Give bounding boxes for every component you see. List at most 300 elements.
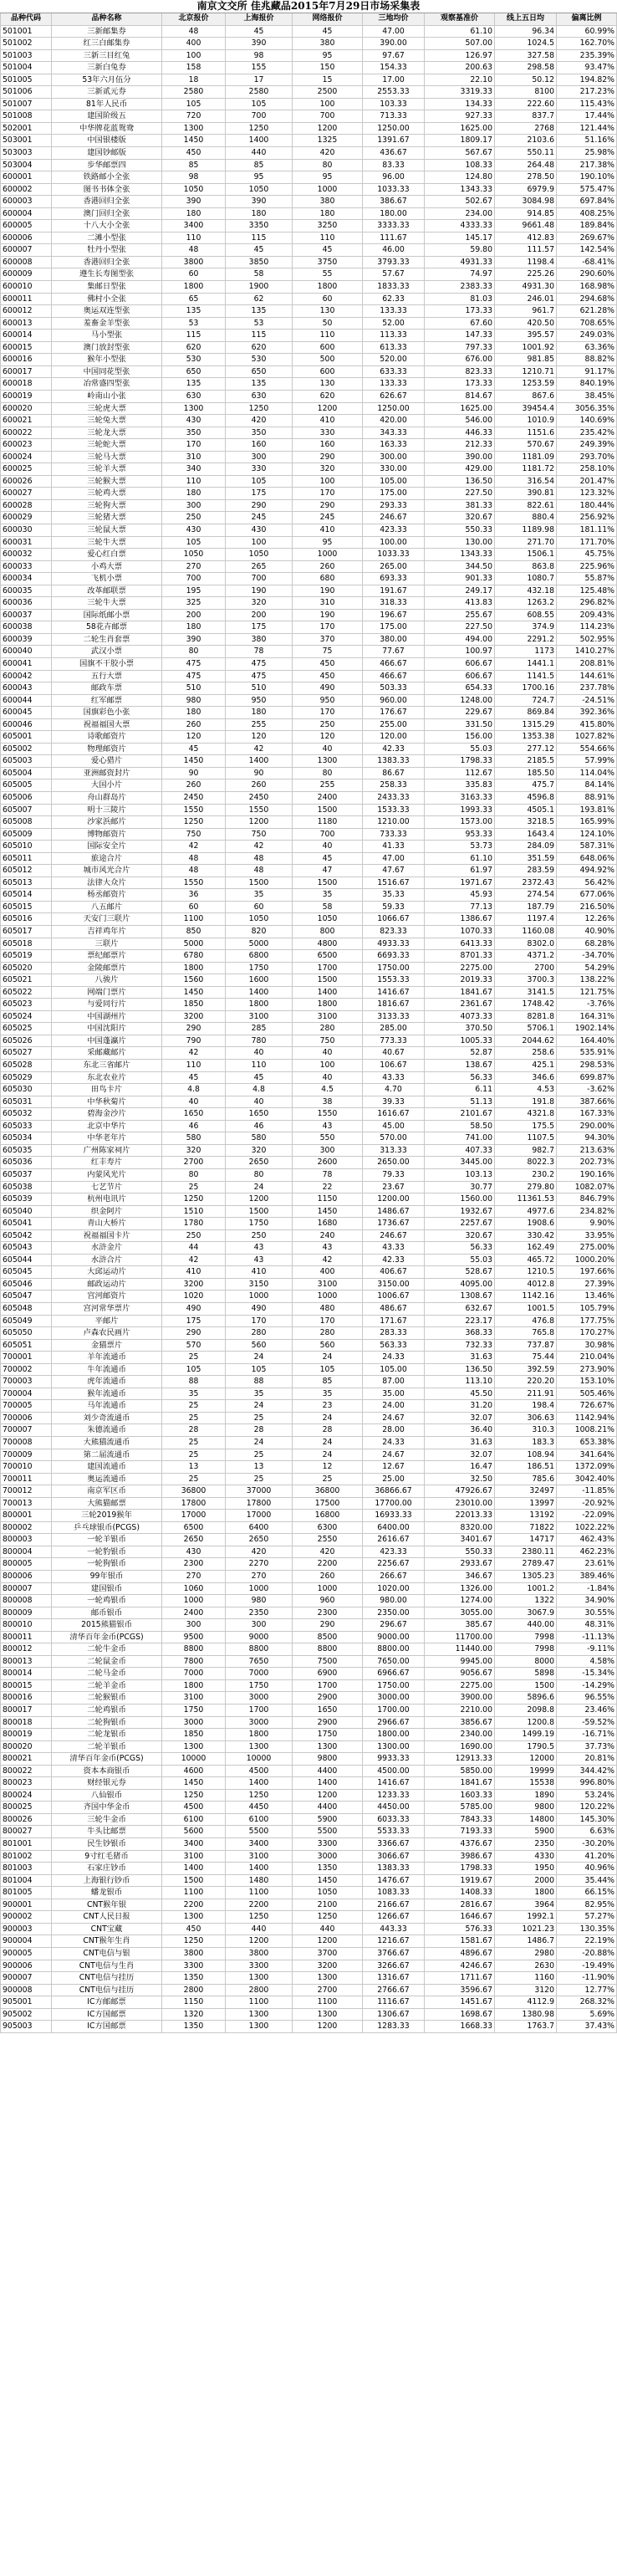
cell-avg-price: 16933.33 <box>363 1510 425 1521</box>
cell-baseline-price: 1326.00 <box>425 1583 495 1595</box>
cell-shanghai-price: 25 <box>226 1449 293 1461</box>
table-row <box>0 731 617 744</box>
cell-five-day-avg: 1001.2 <box>495 1583 557 1595</box>
cell-code: 600030 <box>0 524 52 536</box>
cell-avg-price: 1616.67 <box>363 1108 425 1120</box>
cell-shanghai-price: 300 <box>226 452 293 463</box>
cell-online-price: 55 <box>293 268 363 280</box>
cell-beijing-price: 1020 <box>162 1291 226 1302</box>
cell-name: 99年银币 <box>52 1571 162 1582</box>
cell-baseline-price: 9056.67 <box>425 1668 495 1679</box>
cell-code: 600027 <box>0 488 52 499</box>
cell-code: 600035 <box>0 585 52 597</box>
cell-shanghai-price: 8800 <box>226 1643 293 1655</box>
table-row <box>0 26 617 38</box>
cell-beijing-price: 2580 <box>162 86 226 98</box>
cell-beijing-price: 3200 <box>162 1279 226 1291</box>
cell-beijing-price: 36800 <box>162 1485 226 1497</box>
cell-name: 织金阿片 <box>52 1206 162 1218</box>
cell-five-day-avg: 2350 <box>495 1838 557 1850</box>
cell-code: 605047 <box>0 1291 52 1302</box>
cell-deviation: 164.40% <box>557 1035 617 1047</box>
cell-five-day-avg: 1800 <box>495 1887 557 1899</box>
cell-name: 9寸红毛猪币 <box>52 1851 162 1863</box>
cell-name: CNT宝藏 <box>52 1924 162 1935</box>
cell-shanghai-price: 285 <box>226 1023 293 1035</box>
table-row <box>0 463 617 476</box>
cell-code: 600031 <box>0 537 52 549</box>
cell-five-day-avg: 2098.8 <box>495 1705 557 1716</box>
cell-beijing-price: 2700 <box>162 1157 226 1168</box>
cell-name: IC方邮邮票 <box>52 1996 162 2008</box>
cell-beijing-price: 2650 <box>162 1534 226 1546</box>
cell-name: 国际安全片 <box>52 841 162 852</box>
cell-avg-price: 1200.00 <box>363 1193 425 1205</box>
cell-code: 605011 <box>0 853 52 865</box>
cell-deviation: 171.70% <box>557 537 617 549</box>
cell-shanghai-price: 510 <box>226 682 293 694</box>
cell-deviation: 389.46% <box>557 1571 617 1582</box>
table-row <box>0 1206 617 1219</box>
cell-shanghai-price: 48 <box>226 853 293 865</box>
cell-name: 三轮猪大票 <box>52 512 162 524</box>
cell-shanghai-price: 270 <box>226 1571 293 1582</box>
cell-avg-price: 420.00 <box>363 415 425 427</box>
cell-online-price: 1000 <box>293 549 363 560</box>
cell-shanghai-price: 475 <box>226 658 293 670</box>
table-row <box>0 99 617 111</box>
cell-code: 605008 <box>0 816 52 828</box>
cell-deviation: 91.17% <box>557 366 617 378</box>
cell-shanghai-price: 2800 <box>226 1985 293 1996</box>
table-row <box>0 50 617 63</box>
cell-five-day-avg: 3067.9 <box>495 1607 557 1619</box>
cell-five-day-avg: 867.6 <box>495 391 557 402</box>
cell-five-day-avg: 310.3 <box>495 1424 557 1436</box>
cell-five-day-avg: 475.7 <box>495 779 557 791</box>
cell-name: 中国银楼版 <box>52 135 162 146</box>
table-row <box>0 1583 617 1596</box>
cell-code: 700010 <box>0 1461 52 1473</box>
cell-avg-price: 3266.67 <box>363 1960 425 1972</box>
cell-deviation: -15.34% <box>557 1668 617 1679</box>
cell-beijing-price: 850 <box>162 926 226 938</box>
cell-avg-price: 2766.67 <box>363 1985 425 1996</box>
cell-deviation: 648.06% <box>557 853 617 865</box>
cell-code: 600038 <box>0 621 52 633</box>
cell-deviation: 699.87% <box>557 1072 617 1084</box>
cell-online-price: 170 <box>293 621 363 633</box>
cell-online-price: 2550 <box>293 1534 363 1546</box>
cell-baseline-price: 31.20 <box>425 1400 495 1412</box>
cell-shanghai-price: 265 <box>226 561 293 573</box>
table-row <box>0 366 617 379</box>
cell-avg-price: 5533.33 <box>363 1826 425 1837</box>
cell-deviation: 114.23% <box>557 621 617 633</box>
cell-beijing-price: 300 <box>162 1619 226 1631</box>
cell-online-price: 1200 <box>293 123 363 135</box>
cell-name: 卢森农民画片 <box>52 1327 162 1339</box>
cell-name: 金陵邮票片 <box>52 963 162 974</box>
cell-deviation: 94.30% <box>557 1132 617 1144</box>
table-row <box>0 1364 617 1377</box>
cell-code: 900001 <box>0 1899 52 1911</box>
cell-name: 城市风光合片 <box>52 865 162 877</box>
cell-five-day-avg: 19999 <box>495 1766 557 1777</box>
cell-online-price: 47 <box>293 865 363 877</box>
cell-code: 605048 <box>0 1303 52 1315</box>
cell-deviation: 4.58% <box>557 1656 617 1668</box>
cell-beijing-price: 3100 <box>162 1851 226 1863</box>
cell-shanghai-price: 950 <box>226 695 293 707</box>
cell-baseline-price: 61.97 <box>425 865 495 877</box>
cell-shanghai-price: 1800 <box>226 999 293 1010</box>
cell-code: 700003 <box>0 1376 52 1388</box>
cell-beijing-price: 42 <box>162 841 226 852</box>
cell-beijing-price: 1850 <box>162 999 226 1010</box>
cell-baseline-price: 546.00 <box>425 415 495 427</box>
cell-baseline-price: 138.67 <box>425 1060 495 1071</box>
cell-baseline-price: 30.77 <box>425 1182 495 1193</box>
cell-beijing-price: 1450 <box>162 135 226 146</box>
cell-beijing-price: 6780 <box>162 950 226 962</box>
table-row <box>0 1266 617 1279</box>
cell-name: 七艺节片 <box>52 1182 162 1193</box>
cell-five-day-avg: 298.58 <box>495 62 557 74</box>
cell-baseline-price: 61.10 <box>425 853 495 865</box>
cell-avg-price: 2553.33 <box>363 86 425 98</box>
cell-beijing-price: 250 <box>162 512 226 524</box>
cell-avg-price: 1316.67 <box>363 1972 425 1984</box>
cell-avg-price: 2256.67 <box>363 1558 425 1570</box>
cell-deviation: 193.81% <box>557 805 617 816</box>
cell-shanghai-price: 13 <box>226 1461 293 1473</box>
cell-baseline-price: 446.33 <box>425 427 495 439</box>
cell-online-price: 2100 <box>293 1899 363 1911</box>
cell-baseline-price: 4931.33 <box>425 257 495 268</box>
cell-avg-price: 163.33 <box>363 439 425 451</box>
cell-five-day-avg: 822.61 <box>495 500 557 512</box>
cell-beijing-price: 1320 <box>162 2009 226 2021</box>
cell-online-price: 410 <box>293 415 363 427</box>
cell-five-day-avg: 1950 <box>495 1863 557 1874</box>
cell-baseline-price: 654.33 <box>425 682 495 694</box>
table-row <box>0 537 617 549</box>
cell-code: 600020 <box>0 403 52 415</box>
cell-shanghai-price: 5000 <box>226 938 293 950</box>
cell-avg-price: 17700.00 <box>363 1498 425 1510</box>
cell-avg-price: 1210.00 <box>363 816 425 828</box>
cell-shanghai-price: 5500 <box>226 1826 293 1837</box>
cell-avg-price: 3066.67 <box>363 1851 425 1863</box>
cell-shanghai-price: 1000 <box>226 1583 293 1595</box>
cell-deviation: 201.47% <box>557 476 617 488</box>
cell-five-day-avg: 2000 <box>495 1875 557 1887</box>
cell-shanghai-price: 2450 <box>226 792 293 804</box>
cell-online-price: 310 <box>293 597 363 609</box>
table-row <box>0 585 617 598</box>
table-row <box>0 1376 617 1388</box>
cell-code: 605007 <box>0 805 52 816</box>
cell-online-price: 17500 <box>293 1498 363 1510</box>
cell-deviation: 1008.21% <box>557 1424 617 1436</box>
cell-five-day-avg: 2700 <box>495 963 557 974</box>
cell-name: 八五邮片 <box>52 902 162 913</box>
cell-shanghai-price: 24 <box>226 1182 293 1193</box>
cell-name: 碧海金沙片 <box>52 1108 162 1120</box>
cell-avg-price: 246.67 <box>363 512 425 524</box>
cell-avg-price: 47.67 <box>363 865 425 877</box>
cell-beijing-price: 980 <box>162 695 226 707</box>
cell-online-price: 3250 <box>293 220 363 232</box>
cell-name: 三新三目红兔 <box>52 50 162 62</box>
cell-online-price: 23 <box>293 1400 363 1412</box>
cell-baseline-price: 550.33 <box>425 524 495 536</box>
cell-shanghai-price: 60 <box>226 902 293 913</box>
cell-beijing-price: 60 <box>162 902 226 913</box>
cell-deviation: 114.04% <box>557 768 617 779</box>
cell-online-price: 22 <box>293 1182 363 1193</box>
cell-shanghai-price: 1800 <box>226 1729 293 1740</box>
cell-beijing-price: 2400 <box>162 1607 226 1619</box>
cell-name: 清华百年金币(PCGS) <box>52 1632 162 1643</box>
cell-five-day-avg: 432.18 <box>495 585 557 597</box>
table-row <box>0 1011 617 1024</box>
cell-online-price: 260 <box>293 561 363 573</box>
cell-beijing-price: 105 <box>162 99 226 110</box>
cell-beijing-price: 40 <box>162 1096 226 1108</box>
cell-avg-price: 86.67 <box>363 768 425 779</box>
cell-name: 建国银币 <box>52 1583 162 1595</box>
cell-avg-price: 43.33 <box>363 1072 425 1084</box>
cell-beijing-price: 1750 <box>162 1705 226 1716</box>
cell-deviation: 202.73% <box>557 1157 617 1168</box>
cell-beijing-price: 42 <box>162 1047 226 1059</box>
cell-avg-price: 6966.67 <box>363 1668 425 1679</box>
cell-deviation: 298.53% <box>557 1060 617 1071</box>
cell-five-day-avg: 8100 <box>495 86 557 98</box>
cell-shanghai-price: 750 <box>226 829 293 841</box>
cell-code: 700008 <box>0 1437 52 1449</box>
cell-shanghai-price: 43 <box>226 1255 293 1266</box>
table-row <box>0 1352 617 1364</box>
cell-beijing-price: 53 <box>162 318 226 330</box>
table-row <box>0 1729 617 1741</box>
cell-beijing-price: 7800 <box>162 1656 226 1668</box>
cell-code: 800012 <box>0 1643 52 1655</box>
cell-beijing-price: 790 <box>162 1035 226 1047</box>
cell-code: 800008 <box>0 1595 52 1607</box>
cell-deviation: 621.28% <box>557 305 617 317</box>
cell-shanghai-price: 440 <box>226 147 293 159</box>
cell-deviation: -34.70% <box>557 950 617 962</box>
cell-online-price: 600 <box>293 366 363 378</box>
cell-beijing-price: 60 <box>162 268 226 280</box>
cell-baseline-price: 2361.67 <box>425 999 495 1010</box>
cell-beijing-price: 10000 <box>162 1753 226 1765</box>
cell-shanghai-price: 7650 <box>226 1656 293 1668</box>
cell-baseline-price: 2210.00 <box>425 1705 495 1716</box>
cell-avg-price: 613.33 <box>363 342 425 354</box>
cell-five-day-avg: 279.80 <box>495 1182 557 1193</box>
cell-beijing-price: 270 <box>162 1571 226 1582</box>
cell-baseline-price: 8320.00 <box>425 1522 495 1534</box>
cell-online-price: 370 <box>293 634 363 646</box>
cell-name: 53年六月伍分 <box>52 74 162 86</box>
cell-name: 2015熊猫银币 <box>52 1619 162 1631</box>
cell-baseline-price: 223.17 <box>425 1316 495 1327</box>
cell-beijing-price: 45 <box>162 1072 226 1084</box>
cell-five-day-avg: 8022.3 <box>495 1157 557 1168</box>
cell-code: 600029 <box>0 512 52 524</box>
cell-beijing-price: 25 <box>162 1182 226 1193</box>
cell-avg-price: 520.00 <box>363 354 425 365</box>
table-row <box>0 926 617 938</box>
cell-name: 民生钞银币 <box>52 1838 162 1850</box>
cell-avg-price: 133.33 <box>363 378 425 390</box>
cell-shanghai-price: 1300 <box>226 2009 293 2021</box>
cell-name: 广州陈家祠片 <box>52 1145 162 1157</box>
cell-deviation: 121.44% <box>557 123 617 135</box>
cell-five-day-avg: 71822 <box>495 1522 557 1534</box>
cell-five-day-avg: 1181.72 <box>495 463 557 475</box>
cell-code: 800009 <box>0 1607 52 1619</box>
cell-online-price: 4400 <box>293 1802 363 1813</box>
cell-code: 605046 <box>0 1279 52 1291</box>
cell-name: 诗歌邮资片 <box>52 731 162 743</box>
cell-avg-price: 693.33 <box>363 573 425 585</box>
cell-baseline-price: 9945.00 <box>425 1656 495 1668</box>
cell-online-price: 1000 <box>293 184 363 196</box>
cell-beijing-price: 300 <box>162 500 226 512</box>
cell-deviation: 1902.14% <box>557 1023 617 1035</box>
cell-five-day-avg: 1001.5 <box>495 1303 557 1315</box>
cell-shanghai-price: 1500 <box>226 877 293 889</box>
table-row <box>0 1668 617 1680</box>
cell-five-day-avg: 1500 <box>495 1680 557 1692</box>
cell-deviation: 1027.82% <box>557 731 617 743</box>
cell-deviation: 27.39% <box>557 1279 617 1291</box>
table-row <box>0 1814 617 1827</box>
cell-name: 内蒙风光片 <box>52 1169 162 1181</box>
cell-beijing-price: 100 <box>162 50 226 62</box>
cell-avg-price: 47.00 <box>363 26 425 38</box>
cell-code: 905002 <box>0 2009 52 2021</box>
cell-deviation: 82.95% <box>557 1899 617 1911</box>
cell-code: 501005 <box>0 74 52 86</box>
cell-shanghai-price: 1250 <box>226 1790 293 1802</box>
cell-baseline-price: 56.33 <box>425 1072 495 1084</box>
cell-avg-price: 3793.33 <box>363 257 425 268</box>
table-row <box>0 1303 617 1316</box>
cell-deviation: -20.88% <box>557 1948 617 1960</box>
cell-avg-price: 24.33 <box>363 1352 425 1363</box>
cell-shanghai-price: 48 <box>226 865 293 877</box>
cell-shanghai-price: 1250 <box>226 403 293 415</box>
cell-code: 605004 <box>0 768 52 779</box>
cell-avg-price: 2350.00 <box>363 1607 425 1619</box>
cell-shanghai-price: 390 <box>226 196 293 207</box>
cell-deviation: 54.29% <box>557 963 617 974</box>
cell-name: 大熊猫流通币 <box>52 1437 162 1449</box>
cell-five-day-avg: 274.54 <box>495 889 557 901</box>
cell-five-day-avg: 412.83 <box>495 233 557 244</box>
cell-five-day-avg: 4112.9 <box>495 1996 557 2008</box>
table-row <box>0 208 617 221</box>
cell-beijing-price: 1780 <box>162 1218 226 1229</box>
page-title: 南京文交所 佳兆藏品2015年7月29日市场采集表 <box>0 0 617 13</box>
cell-shanghai-price: 3100 <box>226 1851 293 1863</box>
cell-online-price: 1180 <box>293 816 363 828</box>
cell-name: 建国流通币 <box>52 1461 162 1473</box>
cell-baseline-price: 11700.00 <box>425 1632 495 1643</box>
cell-deviation: 293.70% <box>557 452 617 463</box>
cell-code: 605019 <box>0 950 52 962</box>
cell-baseline-price: 126.97 <box>425 50 495 62</box>
cell-five-day-avg: 7998 <box>495 1643 557 1655</box>
cell-five-day-avg: 3120 <box>495 1985 557 1996</box>
cell-avg-price: 41.33 <box>363 841 425 852</box>
cell-baseline-price: 567.67 <box>425 147 495 159</box>
cell-five-day-avg: 1322 <box>495 1595 557 1607</box>
cell-name: 武汉小票 <box>52 646 162 657</box>
cell-deviation: 51.16% <box>557 135 617 146</box>
cell-beijing-price: 9500 <box>162 1632 226 1643</box>
cell-avg-price: 1416.67 <box>363 1777 425 1789</box>
cell-beijing-price: 36 <box>162 889 226 901</box>
cell-baseline-price: 676.00 <box>425 354 495 365</box>
table-row <box>0 415 617 427</box>
cell-name: 国旗彩色小张 <box>52 707 162 718</box>
cell-avg-price: 2616.67 <box>363 1534 425 1546</box>
table-row <box>0 865 617 877</box>
cell-baseline-price: 331.50 <box>425 719 495 731</box>
cell-baseline-price: 77.13 <box>425 902 495 913</box>
cell-avg-price: 6693.33 <box>363 950 425 962</box>
cell-avg-price: 3366.67 <box>363 1838 425 1850</box>
cell-five-day-avg: 476.8 <box>495 1316 557 1327</box>
cell-five-day-avg: 4012.8 <box>495 1279 557 1291</box>
cell-avg-price: 6400.00 <box>363 1522 425 1534</box>
cell-name: 中国蓬瀛片 <box>52 1035 162 1047</box>
cell-shanghai-price: 3100 <box>226 1011 293 1023</box>
cell-five-day-avg: 4321.8 <box>495 1108 557 1120</box>
cell-deviation: 840.19% <box>557 378 617 390</box>
cell-avg-price: 171.67 <box>363 1316 425 1327</box>
cell-five-day-avg: 1010.9 <box>495 415 557 427</box>
table-row <box>0 1887 617 1899</box>
cell-code: 605029 <box>0 1072 52 1084</box>
cell-deviation: 168.98% <box>557 281 617 293</box>
cell-deviation: 153.10% <box>557 1376 617 1388</box>
cell-name: 58花卉邮票 <box>52 621 162 633</box>
table-row <box>0 1121 617 1133</box>
cell-five-day-avg: 271.70 <box>495 537 557 549</box>
cell-shanghai-price: 80 <box>226 1169 293 1181</box>
cell-online-price: 700 <box>293 829 363 841</box>
cell-deviation: 13.46% <box>557 1291 617 1302</box>
cell-shanghai-price: 280 <box>226 1327 293 1339</box>
cell-code: 605036 <box>0 1157 52 1168</box>
cell-baseline-price: 56.33 <box>425 1242 495 1254</box>
table-row <box>0 1193 617 1206</box>
cell-online-price: 750 <box>293 1035 363 1047</box>
cell-deviation: 213.63% <box>557 1145 617 1157</box>
cell-avg-price: 2650.00 <box>363 1157 425 1168</box>
table-row <box>0 171 617 184</box>
cell-code: 600034 <box>0 573 52 585</box>
cell-deviation: 726.67% <box>557 1400 617 1412</box>
